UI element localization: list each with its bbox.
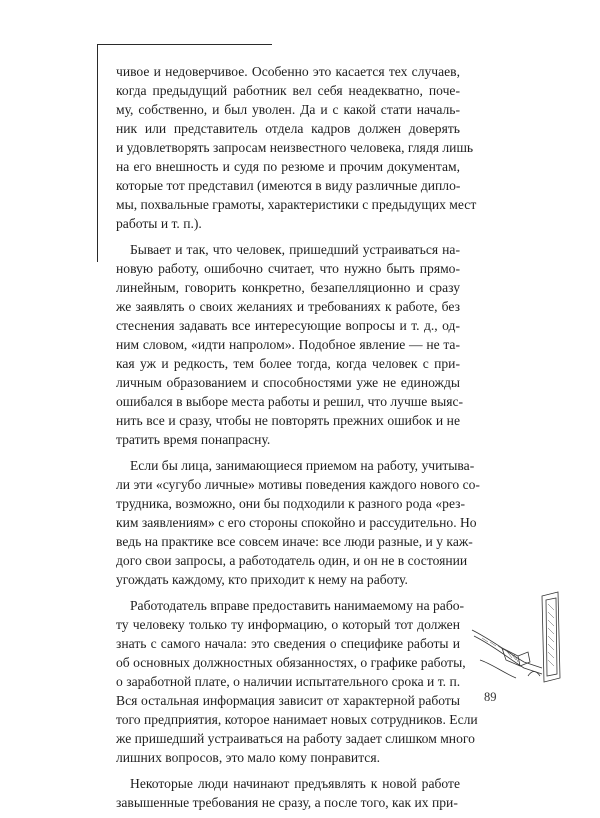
paragraph bbox=[116, 62, 477, 233]
text-line: ким заявлениям» с его стороны спокойно и рассудительно. Но bbox=[116, 515, 477, 531]
text-line: нить все и сразу, чтобы не повторять прежних ошибок и не bbox=[116, 413, 460, 429]
text-line: на его внешность и судя по резюме и прочим документам, bbox=[116, 159, 460, 175]
paragraph bbox=[116, 456, 480, 589]
text-line: ним словом, «идти напролом». Подобное явление — не та- bbox=[116, 337, 460, 353]
text-line: лишних вопросов, это мало кому понравится. bbox=[116, 750, 380, 766]
text-line: му, собственно, и был уволен. Да и с какой стати началь- bbox=[116, 102, 460, 118]
text-line: Если бы лица, занимающиеся приемом на работу, учитыва- bbox=[130, 457, 475, 473]
body-text bbox=[116, 62, 480, 818]
text-line: и удовлетворять запросам неизвестного человека, глядя лишь bbox=[116, 140, 474, 156]
text-line: чивое и недоверчивое. Особенно это касается тех случаев, bbox=[116, 64, 460, 79]
text-line: же заявлять о своих желаниях и требованиях к работе, без bbox=[116, 299, 460, 315]
text-line: работы и т. п.). bbox=[116, 216, 202, 232]
text-line: знать с самого начала: это сведения о специфике работы и bbox=[116, 635, 460, 651]
text-line: новую работу, ошибочно считает, что нужно быть прямо- bbox=[116, 260, 460, 276]
text-line: личным образованием и способностями уже не единожды bbox=[116, 375, 460, 391]
text-line: трудника, возможно, они бы подходили к разного рода «рез- bbox=[116, 496, 466, 512]
text-line: стеснения задавать все интересующие вопросы и т. д., од- bbox=[116, 318, 460, 334]
top-rule bbox=[97, 44, 272, 45]
text-line: мы, похвальные грамоты, характеристики с предыдущих мест bbox=[116, 197, 477, 213]
text-line: Некоторые люди начинают предъявлять к новой работе bbox=[130, 775, 460, 791]
text-line: Бывает и так, что человек, пришедший устраиваться на- bbox=[130, 241, 460, 257]
text-line: же пришедший устраиваться на работу задает слишком много bbox=[116, 731, 475, 747]
text-line: ошибался в выборе места работы и решил, что лучше выяс- bbox=[116, 394, 464, 410]
text-line: дого свои запросы, а работодатель один, и он не в состоянии bbox=[116, 553, 468, 569]
text-line: линейным, говорить конкретно, безапелляционно и сразу bbox=[116, 280, 460, 296]
text-line: тратить время понапрасну. bbox=[116, 432, 271, 448]
text-line: угождать каждому, кто приходит к нему на работу. bbox=[116, 572, 408, 588]
text-line: ведь на практике все совсем иначе: все люди разные, и у каж- bbox=[116, 534, 473, 550]
text-line: ту человеку только ту информацию, о который тот должен bbox=[116, 616, 460, 632]
text-line: об основных должностных обязанностях, о графике работы, bbox=[116, 654, 466, 670]
text-line: кая уж и редкость, тем более тогда, когда человек с при- bbox=[116, 356, 460, 372]
paragraph bbox=[116, 240, 464, 450]
text-line: Вся остальная информация зависит от характерной работы bbox=[116, 693, 460, 708]
text-line: ник или представитель отдела кадров должен доверять bbox=[116, 121, 460, 137]
side-rule bbox=[97, 44, 98, 262]
paragraph bbox=[116, 596, 478, 767]
page-number: 89 bbox=[484, 690, 497, 704]
paragraph bbox=[116, 774, 460, 812]
text-line: того предприятия, которое нанимает новых сотрудников. Если bbox=[116, 712, 478, 728]
text-line: о заработной плате, о наличии испытательного срока и т. п. bbox=[116, 673, 461, 689]
text-line: ли эти «сугубо личные» мотивы поведения каждого нового со- bbox=[116, 476, 480, 492]
text-line: Работодатель вправе предоставить нанимаемому на рабо- bbox=[130, 597, 465, 613]
corner-sketch-illustration bbox=[462, 590, 572, 685]
text-line: которые тот представил (имеются в виду различные дипло- bbox=[116, 178, 461, 194]
text-line: когда предыдущий работник вел себя неадекватно, поче- bbox=[116, 83, 460, 99]
text-line: завышенные требования не сразу, а после того, как их при- bbox=[116, 794, 458, 810]
